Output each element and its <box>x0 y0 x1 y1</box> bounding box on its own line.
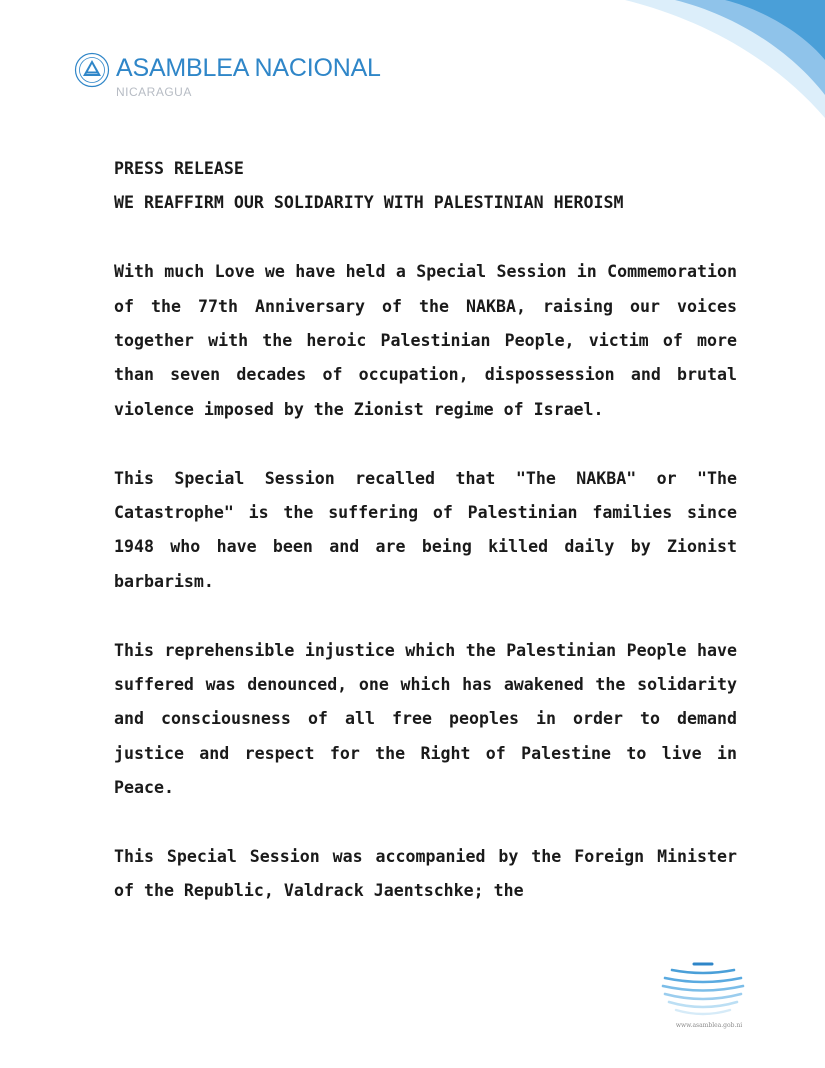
paragraph: This Special Session was accompanied by the Foreign Minister of the Republic, Valdrack Jaentschke; the <box>114 847 737 901</box>
corner-wave-decoration <box>565 0 825 130</box>
paragraph: This Special Session recalled that "The NAKBA" or "The Catastrophe" is the suffering of Palestinian families since 1948 who have been and are being killed daily by Zionist barbarism. <box>114 468 737 591</box>
website-url: www.asamblea.gob.ni <box>675 1022 743 1029</box>
assembly-hemicycle-logo <box>660 960 746 1020</box>
institution-title: ASAMBLEA NACIONAL <box>116 54 381 82</box>
paragraph: With much Love we have held a Special Session in Commemoration of the 77th Anniversary of the NAKBA, raising our voices together with the heroic Palestinian People, victim of more than seven decades of occupation, dispossession and brutal violence imposed by the Zionist regime of Israel. <box>114 262 737 419</box>
national-seal-icon <box>74 52 110 88</box>
press-release-body <box>114 152 737 909</box>
document-headline: WE REAFFIRM OUR SOLIDARITY WITH PALESTINIAN HEROISM <box>114 193 624 213</box>
document-label: PRESS RELEASE <box>114 159 244 178</box>
paragraph: This reprehensible injustice which the Palestinian People have suffered was denounced, one which has awakened the solidarity and consciousness of all free peoples in order to demand justice and respect for the Right of Palestine to live in Peace. <box>114 640 737 798</box>
institution-subtitle: NICARAGUA <box>116 85 192 99</box>
